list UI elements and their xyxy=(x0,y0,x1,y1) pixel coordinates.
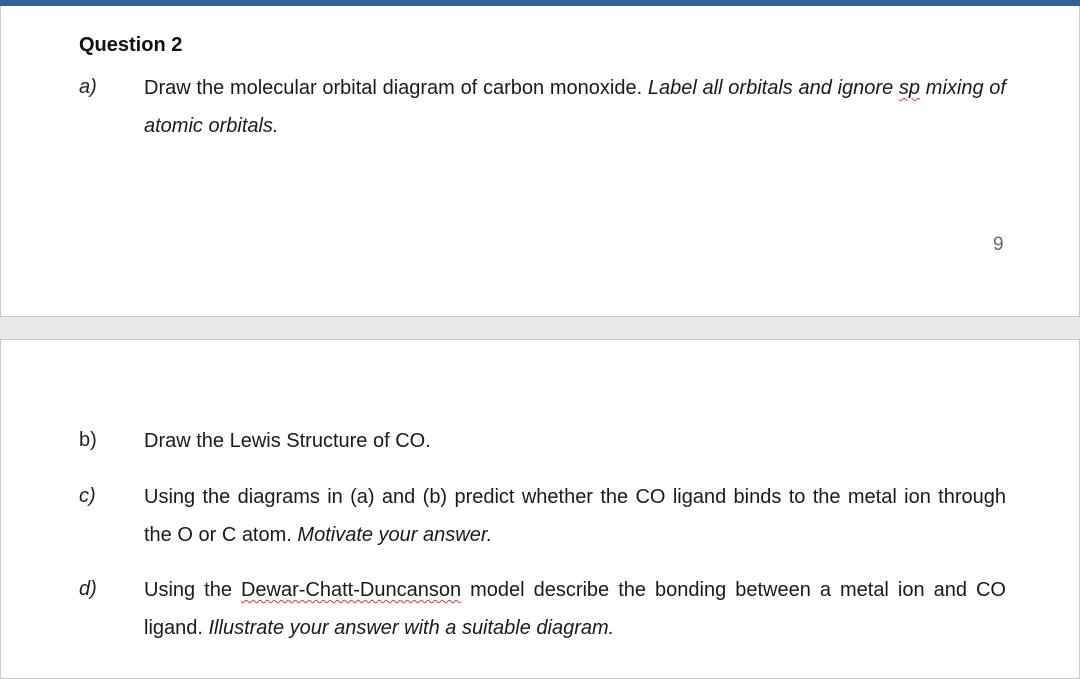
part-c-marker: c) xyxy=(79,485,96,507)
document-page-2 xyxy=(0,339,1080,679)
mark-allocation: 9 xyxy=(993,234,1004,255)
part-c-instruction: Using the diagrams in (a) and (b) predict whether the CO ligand binds to the metal ion through the O or C atom. xyxy=(144,486,1006,546)
part-a-text xyxy=(144,69,1006,145)
part-b-marker: b) xyxy=(79,429,97,451)
part-a-marker: a) xyxy=(79,76,97,98)
part-a-italic-post: mixing of atomic orbitals. xyxy=(144,77,1006,137)
part-a-instruction: Draw the molecular orbital diagram of carbon monoxide. xyxy=(144,77,643,99)
part-d-text-post: model describe the bonding between a metal ion and CO ligand. xyxy=(144,579,1006,639)
part-c-italic: Motivate your answer. xyxy=(297,524,493,546)
part-c-text xyxy=(144,478,1006,554)
part-d-text xyxy=(144,571,1006,647)
document-page-1 xyxy=(0,6,1080,317)
part-b-text: Draw the Lewis Structure of CO. xyxy=(144,430,431,452)
question-title: Question 2 xyxy=(79,34,183,56)
part-d-marker: d) xyxy=(79,578,97,600)
part-d-italic: Illustrate your answer with a suitable diagram. xyxy=(208,617,615,639)
part-d-dcd-spellcheck: Dewar-Chatt-Duncanson xyxy=(240,579,462,601)
part-a-sp-spellcheck: sp xyxy=(898,77,921,99)
part-a-italic-pre: Label all orbitals and ignore xyxy=(647,77,899,99)
part-d-text-pre: Using the xyxy=(144,579,241,601)
